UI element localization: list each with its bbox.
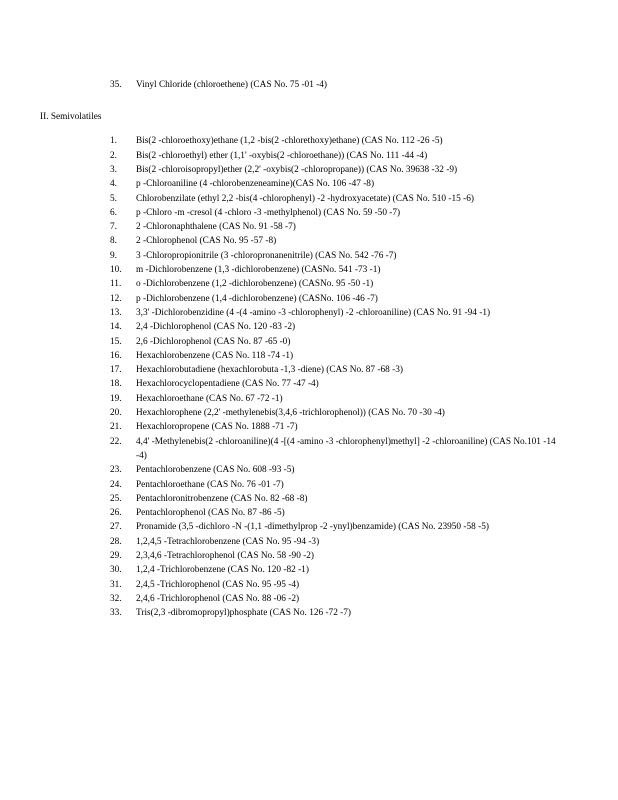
list-item (110, 177, 578, 191)
list-item-text: Bis(2 -chloroethoxy)ethane (1,2 -bis(2 -chlorethoxy)ethane) (CAS No. 112 -26 -5) (136, 136, 443, 147)
list-item-text: Pronamide (3,5 -dichloro -N -(1,1 -dimethylprop -2 -ynyl)benzamide) (CAS No. 23950 -58 -5) (136, 522, 489, 533)
list-item-number: 30. (110, 565, 122, 576)
list-item-number: 14. (110, 322, 122, 333)
list-item-text: 1,2,4 -Trichlorobenzene (CAS No. 120 -82 -1) (136, 565, 309, 576)
list-item (110, 549, 578, 563)
list-item-text: Hexachloroethane (CAS No. 67 -72 -1) (136, 393, 283, 404)
list-item (110, 292, 578, 306)
list-item-text: 3 -Chloropropionitrile (3 -chloropronanenitrile) (CAS No. 542 -76 -7) (136, 250, 397, 261)
list-item-number: 1. (110, 136, 117, 147)
list-item-number: 33. (110, 608, 122, 619)
list-item-number: 10. (110, 265, 122, 276)
list-item-number: 28. (110, 536, 122, 547)
list-item-text: Hexachlorophene (2,2' -methylenebis(3,4,6 -trichlorophenol)) (CAS No. 70 -30 -4) (136, 408, 445, 419)
list-item-number: 25. (110, 493, 122, 504)
list-item-number: 3. (110, 165, 117, 175)
list-item (110, 263, 578, 277)
list-item-number: 31. (110, 579, 122, 590)
list-item-number: 27. (110, 522, 122, 533)
list-item-number: 9. (110, 250, 117, 261)
list-item-number: 20. (110, 408, 122, 419)
list-item-number: 35. (110, 80, 122, 90)
list-item-text: 2 -Chlorophenol (CAS No. 95 -57 -8) (136, 236, 277, 247)
list-item-number: 32. (110, 593, 122, 604)
list-item-text: p -Chloroaniline (4 -chlorobenzeneamine)(CAS No. 106 -47 -8) (136, 179, 375, 190)
list-item (110, 234, 578, 248)
list-item-number: 7. (110, 222, 117, 233)
list-item (110, 220, 578, 234)
list-item-number: 26. (110, 508, 122, 519)
list-item-number: 21. (110, 422, 122, 433)
list-item (110, 578, 578, 592)
list-item-text: p -Dichlorobenzene (1,4 -dichlorobenzene) (CASNo. 106 -46 -7) (136, 293, 378, 304)
list-item (110, 606, 578, 620)
list-item-number: 24. (110, 479, 122, 490)
list-item (110, 306, 578, 320)
list-item-text: o -Dichlorobenzene (1,2 -dichlorobenzene) (CASNo. 95 -50 -1) (136, 279, 374, 290)
list-item-number: 8. (110, 236, 117, 247)
list-item (110, 535, 578, 549)
list-item-text: Pentachloronitrobenzene (CAS No. 82 -68 -8) (136, 493, 308, 504)
list-item-number: 18. (110, 379, 122, 390)
list-item-text: 2 -Chloronaphthalene (CAS No. 91 -58 -7) (136, 222, 296, 233)
list-item (110, 592, 578, 606)
list-item-number: 15. (110, 336, 122, 347)
list-item-number: 19. (110, 393, 122, 404)
list-item (110, 78, 578, 92)
list-item-text: 2,3,4,6 -Tetrachlorophenol (CAS No. 58 -90 -2) (136, 551, 315, 562)
list-item-text: Chlorobenzilate (ethyl 2,2 -bis(4 -chlorophenyl) -2 -hydroxyacetate) (CAS No. 510 -15 -6) (136, 193, 474, 204)
list-item (110, 463, 578, 477)
list-item (110, 377, 578, 391)
list-item (110, 392, 578, 406)
list-item-number: 4. (110, 179, 117, 190)
list-item (110, 249, 578, 263)
list-item-text: 2,4,5 -Trichlorophenol (CAS No. 95 -95 -4) (136, 579, 300, 590)
list-item-number: 12. (110, 293, 122, 304)
list-item (110, 492, 578, 506)
list-item (110, 363, 578, 377)
list-item (110, 520, 578, 534)
list-item-text: Vinyl Chloride (chloroethene) (CAS No. 75 -01 -4) (136, 80, 328, 90)
list-item (110, 192, 578, 206)
list-item (110, 420, 578, 434)
list-item (110, 335, 578, 349)
list-item-number: 22. (110, 436, 122, 447)
list-item (110, 206, 578, 220)
list-item-text: Hexachlorocyclopentadiene (CAS No. 77 -47 -4) (136, 379, 319, 390)
list-item-number: 17. (110, 365, 122, 376)
section-heading: II. Semivolatiles (40, 112, 102, 123)
list-item-text: Bis(2 -chloroethyl) ether (1,1' -oxybis(2 -chloroethane)) (CAS No. 111 -44 -4) (136, 150, 428, 161)
list-item (110, 349, 578, 363)
list-item-number: 13. (110, 307, 122, 318)
list-item-text: p -Chloro -m -cresol (4 -chloro -3 -methylphenol) (CAS No. 59 -50 -7) (136, 207, 401, 218)
list-item-text: Hexachloropropene (CAS No. 1888 -71 -7) (136, 422, 298, 433)
list-item (110, 134, 578, 148)
list-item (110, 563, 578, 577)
list-item-text: Bis(2 -chloroisopropyl)ether (2,2' -oxybis(2 -chloropropane)) (CAS No. 39638 -32 -9) (136, 165, 458, 175)
chemical-list (40, 134, 578, 620)
list-item (110, 163, 578, 177)
list-item-text: Pentachloroethane (CAS No. 76 -01 -7) (136, 479, 284, 490)
list-item-number: 5. (110, 193, 117, 204)
list-item (110, 149, 578, 163)
list-item-text: 2,6 -Dichlorophenol (CAS No. 87 -65 -0) (136, 336, 291, 347)
list-item (110, 435, 578, 464)
list-item-text: 2,4,6 -Trichlorophenol (CAS No. 88 -06 -2) (136, 593, 300, 604)
list-item (110, 406, 578, 420)
list-item-number: 23. (110, 465, 122, 476)
list-item-text: Hexachlorobenzene (CAS No. 118 -74 -1) (136, 350, 294, 361)
list-item-number: 6. (110, 207, 117, 218)
list-item-text: 2,4 -Dichlorophenol (CAS No. 120 -83 -2) (136, 322, 296, 333)
list-item (110, 320, 578, 334)
list-item-number: 16. (110, 350, 122, 361)
list-item-number: 29. (110, 551, 122, 562)
list-item-text: Pentachlorobenzene (CAS No. 608 -93 -5) (136, 465, 295, 476)
list-item (110, 277, 578, 291)
list-item (110, 478, 578, 492)
list-item-number: 2. (110, 150, 117, 161)
list-item-text: Tris(2,3 -dibromopropyl)phosphate (CAS No. 126 -72 -7) (136, 608, 352, 619)
list-item-text: m -Dichlorobenzene (1,3 -dichlorobenzene) (CASNo. 541 -73 -1) (136, 265, 381, 276)
list-item-text: 4,4' -Methylenebis(2 -chloroaniline)(4 -[(4 -amino -3 -chlorophenyl)methyl] -2 -chloroaniline) (CAS No.101 -14 -4) (136, 436, 556, 461)
list-item (110, 506, 578, 520)
list-item-text: 3,3' -Dichlorobenzidine (4 -(4 -amino -3 -chlorophenyl) -2 -chloroaniline) (CAS No. 91 -94 -1) (136, 307, 491, 318)
list-item-text: 1,2,4,5 -Tetrachlorobenzene (CAS No. 95 -94 -3) (136, 536, 320, 547)
list-item-text: Pentachlorophenol (CAS No. 87 -86 -5) (136, 508, 285, 519)
list-item-number: 11. (110, 279, 122, 290)
list-item-text: Hexachlorobutadiene (hexachlorobuta -1,3 -diene) (CAS No. 87 -68 -3) (136, 365, 403, 376)
